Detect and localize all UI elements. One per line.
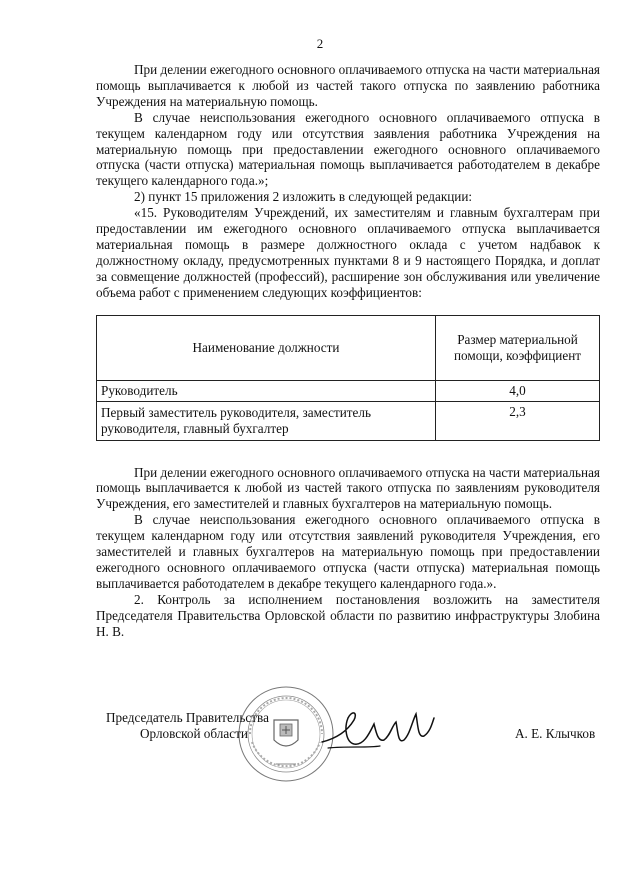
signer-title-line1: Председатель Правительства <box>106 710 269 725</box>
paragraph: В случае неиспользования ежегодного основного оплачиваемого отпуска в текущем календарном году или отсутствия заявления работника Учреждения на материальную помощь при предоставлении ежегодного основного оплачиваемого отпуска (части отпуска) материальная помощь выплачивается работодателем в декабре текущего календарного года.»; <box>96 109 600 189</box>
table-cell-position: Первый заместитель руководителя, заместитель руководителя, главный бухгалтер <box>97 401 436 440</box>
page-number: 2 <box>316 36 324 51</box>
table-cell-coefficient: 4,0 <box>436 380 600 401</box>
signature-block <box>0 700 640 800</box>
paragraph: 2) пункт 15 приложения 2 изложить в следующей редакции: <box>134 189 473 205</box>
table-cell-position: Руководитель <box>97 380 436 401</box>
column-header-position: Наименование должности <box>97 315 436 380</box>
column-header-coefficient: Размер материальной помощи, коэффициент <box>436 315 600 380</box>
table-header-row <box>97 315 600 380</box>
paragraph: В случае неиспользования ежегодного основного оплачиваемого отпуска в текущем календарном году или отсутствия заявлений руководителя Учреждения, его заместителей и главных бухгалтеров на материальную помощь при предоставлении ежегодного основного оплачиваемого отпуска (части отпуска) материальная помощь выплачивается работодателем в декабре текущего календарного года.». <box>96 512 600 591</box>
paragraph: При делении ежегодного основного оплачиваемого отпуска на части материальная помощь выплачивается к любой из частей такого отпуска по заявлению работника Учреждения на материальную помощь. <box>96 62 600 109</box>
handwritten-signature <box>318 702 438 762</box>
paragraph: При делении ежегодного основного оплачиваемого отпуска на части материальная помощь выплачивается к любой из частей такого отпуска по заявлениям руководителя Учреждения, его заместителей и главных бухгалтеров на материальную помощь. <box>96 464 600 512</box>
paragraph: «15. Руководителям Учреждений, их заместителям и главным бухгалтерам при предоставлении им ежегодного основного оплачиваемого отпуска выплачивается материальная помощь в размере должностного оклада с учетом надбавок к должностному окладу, предусмотренных пунктами 8 и 9 настоящего Порядка, и доплат за совмещение должностей (профессий), расширение зон обслуживания или увеличение объема работ с применением следующих коэффициентов: <box>96 205 600 300</box>
coefficient-table <box>96 315 600 441</box>
table-row <box>97 380 600 401</box>
table-cell-coefficient: 2,3 <box>436 401 600 440</box>
paragraph: 2. Контроль за исполнением постановления возложить на заместителя Председателя Правительства Орловской области по развитию инфраструктуры Злобина Н. В. <box>96 591 600 639</box>
document-body <box>96 62 600 639</box>
signer-name: А. Е. Клычков <box>515 726 596 741</box>
signer-title-line2: Орловской области <box>140 726 248 741</box>
table-row <box>97 401 600 440</box>
